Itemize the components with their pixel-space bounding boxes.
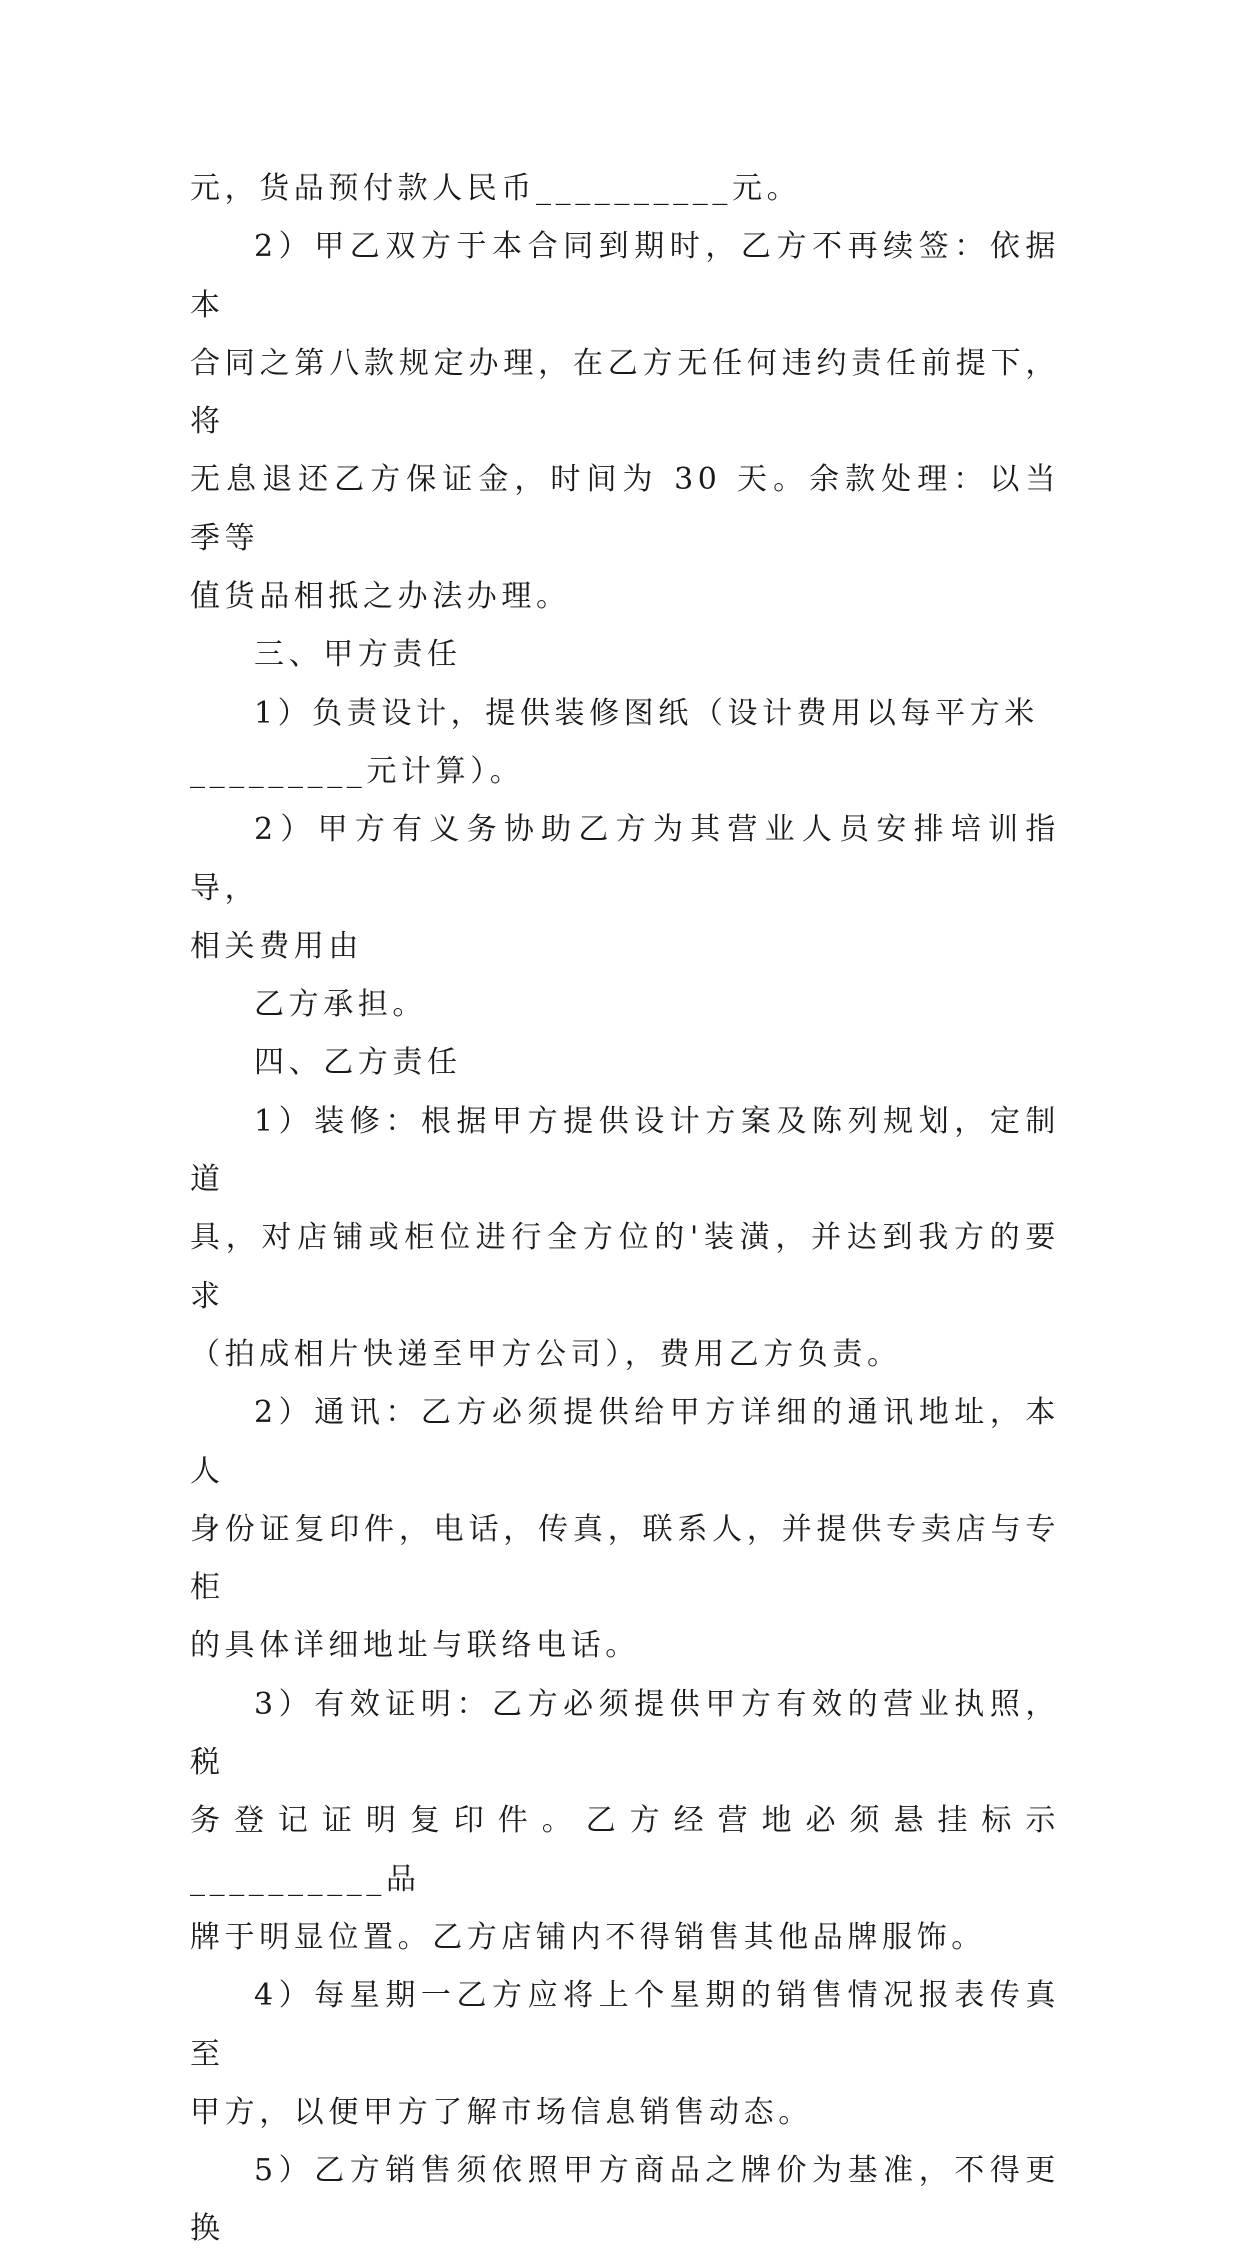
paragraph-decoration [190,1093,1060,1384]
section-heading-party-b [190,1034,1060,1092]
paragraph-communication [190,1384,1060,1675]
section-title: 四、乙方责任 [254,1045,462,1081]
text-line: 牌于明显位置。乙方店铺内不得销售其他品牌服饰。 [190,1919,986,1955]
text-line: 1）负责设计，提供装修图纸（设计费用以每平方米 [254,695,1039,731]
text-line: 的具体详细地址与联络电话。 [190,1628,640,1664]
paragraph-training [190,801,1060,976]
paragraph-renewal-clause [190,218,1060,626]
text-line: 4）每星期一乙方应将上个星期的销售情况报表传真至 [190,1978,1060,2072]
text-line: 2）甲方有义务协助乙方为其营业人员安排培训指导， [190,812,1060,906]
text-line: 身份证复印件，电话，传真，联系人，并提供专卖店与专柜 [190,1511,1060,1606]
text-line: 甲方，以便甲方了解市场信息销售动态。 [190,2094,813,2130]
text-line: _________元计算）。 [190,753,525,789]
paragraph-weekly-report [190,1967,1060,2142]
text-line: 5）乙方销售须依照甲方商品之牌价为基准，不得更换 [190,2153,1060,2247]
text-line: 1）装修：根据甲方提供设计方案及陈列规划，定制道 [190,1103,1060,1198]
text-line: 具，对店铺或柜位进行全方位的'装潢，并达到我方的要求 [190,1220,1060,1314]
text-line: 3）有效证明：乙方必须提供甲方有效的营业执照，税 [190,1686,1060,1781]
text-line: 合同之第八款规定办理，在乙方无任何违约责任前提下，将 [190,345,1060,440]
text-line: 2）甲乙双方于本合同到期时，乙方不再续签：依据本 [190,229,1060,323]
text-line: 相关费用由 [190,928,363,964]
text-line: 值货品相抵之办法办理。 [190,579,571,615]
paragraph-pricing [190,2142,1060,2259]
text-line: 元，货品预付款人民币__________元。 [190,171,802,206]
text-line: 乙方承担。 [254,987,427,1023]
section-heading-party-a [190,626,1060,684]
section-title: 三、甲方责任 [254,637,462,673]
paragraph-prepayment-end [190,160,1060,218]
text-line: 无息退还乙方保证金，时间为 30 天。余款处理：以当季等 [190,462,1060,556]
text-line: 务登记证明复印件。乙方经营地必须悬挂标示__________品 [190,1803,1060,1897]
paragraph-design [190,685,1060,802]
text-line: （拍成相片快递至甲方公司），费用乙方负责。 [190,1336,902,1372]
text-line: 2）通讯：乙方必须提供给甲方详细的通讯地址，本人 [190,1395,1060,1489]
paragraph-certificates [190,1676,1060,1967]
paragraph-cost-borne [190,976,1060,1034]
contract-body [190,160,1060,2259]
